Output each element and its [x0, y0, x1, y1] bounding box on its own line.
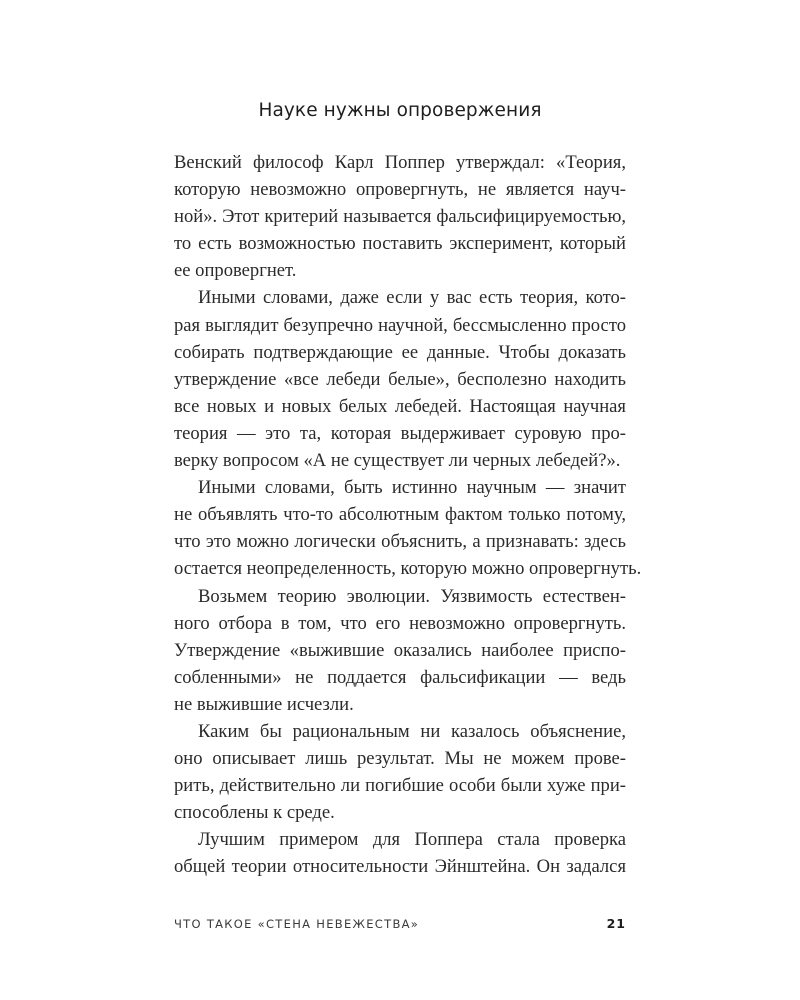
text-line: Каким бы рациональным ни казалось объяснение, [198, 720, 626, 742]
text-line: рая выглядит безупречно научной, бессмысленно просто [174, 314, 626, 336]
text-line: Утверждение «выжившие оказались наиболее приспо- [174, 639, 626, 661]
text-line: которую невозможно опровергнуть, не является науч- [174, 179, 626, 201]
text-line: ее опровергнет. [174, 260, 297, 282]
text-line: Лучшим примером для Поппера стала проверка [198, 829, 626, 851]
text-line: Возьмем теорию эволюции. Уязвимость естествен- [198, 585, 626, 607]
text-line: верку вопросом «А не существует ли черных лебедей?». [174, 450, 621, 472]
text-line: оно описывает лишь результат. Мы не можем прове- [174, 748, 626, 770]
text-line: ной». Этот критерий называется фальсифицируемостью, [174, 206, 626, 228]
text-line: ного отбора в том, что его невозможно опровергнуть. [174, 612, 626, 634]
text-line: собирать подтверждающие ее данные. Чтобы доказать [174, 341, 626, 363]
text-line: способлены к среде. [174, 802, 335, 824]
text-line: не объявлять что-то абсолютным фактом только потому, [174, 504, 626, 526]
text-line: остается неопределенность, которую можно опровергнуть. [174, 558, 642, 580]
running-title: ЧТО ТАКОЕ «СТЕНА НЕВЕЖЕСТВА» [174, 917, 420, 931]
text-line: не выжившие исчезли. [174, 693, 354, 715]
text-line: рить, действительно ли погибшие особи были хуже при- [174, 775, 626, 797]
text-line: Иными словами, даже если у вас есть теория, кото- [198, 287, 626, 309]
body-text [174, 149, 642, 881]
text-line: собленными» не поддается фальсификации — ведь [174, 666, 626, 688]
text-line: Венский философ Карл Поппер утверждал: «Теория, [174, 152, 626, 173]
text-line: теория — это та, которая выдерживает суровую про- [174, 422, 626, 444]
text-line: утверждение «все лебеди белые», бесполезно находить [174, 368, 626, 390]
page-number: 21 [606, 916, 626, 931]
text-line: общей теории относительности Эйнштейна. Он задался [174, 856, 626, 878]
text-line: то есть возможностью поставить эксперимент, который [174, 233, 626, 255]
text-line: все новых и новых белых лебедей. Настоящая научная [174, 395, 626, 417]
text-line: что это можно логически объяснить, а признавать: здесь [174, 531, 626, 553]
text-line: Иными словами, быть истинно научным — значит [198, 477, 626, 499]
section-heading: Науке нужны опровержения [258, 100, 542, 121]
